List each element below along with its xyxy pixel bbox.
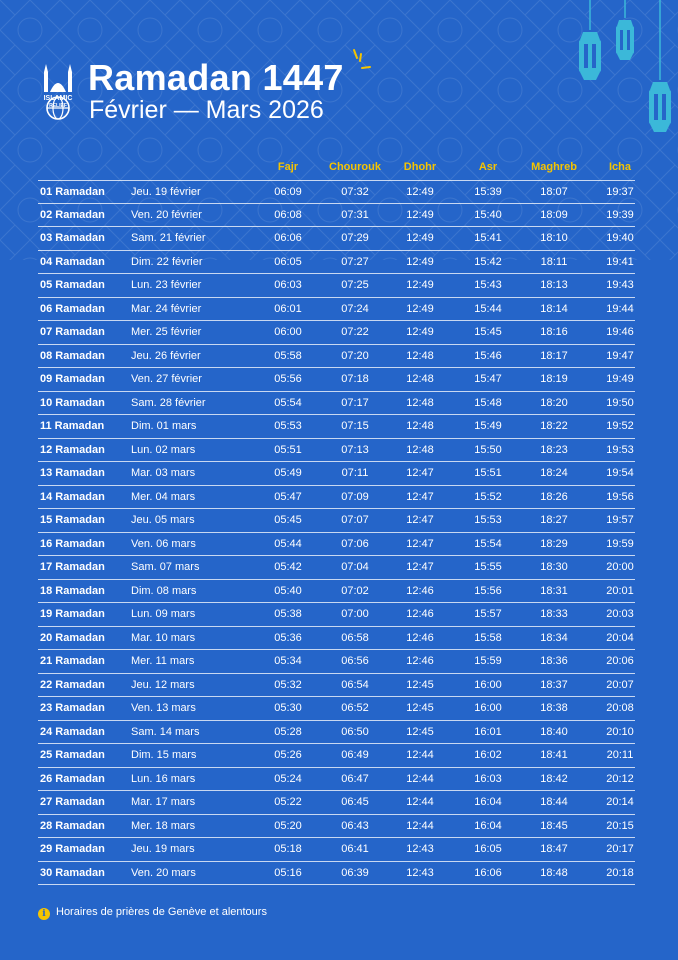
prayer-time: 18:44: [540, 796, 568, 808]
prayer-time: 12:44: [406, 819, 434, 832]
gregorian-date: Ven. 06 mars: [131, 537, 196, 550]
gregorian-date: Lun. 02 mars: [131, 443, 196, 456]
prayer-time: 07:09: [341, 490, 369, 503]
gregorian-date: Mer. 04 mars: [131, 490, 196, 503]
gregorian-date: Sam. 21 février: [131, 232, 206, 244]
gregorian-date: Mar. 17 mars: [131, 796, 196, 808]
prayer-time: 20:14: [606, 796, 634, 808]
table-row: [38, 509, 635, 533]
prayer-time: 18:14: [540, 302, 568, 315]
prayer-time: 18:37: [540, 678, 568, 691]
prayer-time: 15:46: [474, 349, 502, 362]
prayer-time: 06:45: [341, 796, 369, 808]
prayer-time: 15:41: [474, 232, 502, 244]
prayer-time: 12:49: [406, 302, 434, 315]
prayer-time: 06:49: [341, 749, 369, 761]
prayer-time: 12:44: [406, 772, 434, 785]
prayer-time: 12:49: [406, 232, 434, 244]
prayer-time: 15:42: [474, 255, 502, 268]
table-body: [38, 180, 635, 885]
prayer-time: 15:54: [474, 537, 502, 550]
page-subtitle: Février — Mars 2026: [89, 96, 324, 124]
prayer-time: 19:49: [606, 373, 634, 385]
lantern-icon: [616, 20, 634, 60]
logo-text-relief: RELIEF: [49, 103, 67, 109]
prayer-time: 19:39: [606, 208, 634, 221]
ramadan-day: 01 Ramadan: [40, 186, 105, 198]
prayer-time: 05:47: [274, 490, 302, 503]
lantern-icon: [649, 82, 671, 132]
prayer-time: 18:27: [540, 514, 568, 526]
table-row: [38, 462, 635, 486]
prayer-time: 18:42: [540, 772, 568, 785]
table-row: [38, 321, 635, 345]
ramadan-day: 21 Ramadan: [40, 655, 105, 667]
ramadan-day: 18 Ramadan: [40, 584, 105, 597]
prayer-time: 16:02: [474, 749, 502, 761]
prayer-time: 07:24: [341, 302, 369, 315]
prayer-time: 05:32: [274, 678, 302, 691]
prayer-time: 20:01: [606, 584, 634, 597]
prayer-time: 05:34: [274, 655, 302, 667]
prayer-time: 15:58: [474, 631, 502, 644]
footer-note: [38, 905, 267, 920]
ramadan-day: 23 Ramadan: [40, 702, 105, 714]
ramadan-day: 28 Ramadan: [40, 819, 105, 832]
ramadan-day: 04 Ramadan: [40, 255, 105, 268]
prayer-time: 18:30: [540, 561, 568, 573]
prayer-time: 06:56: [341, 655, 369, 667]
prayer-time: 19:56: [606, 490, 634, 503]
prayer-time: 07:22: [341, 326, 369, 338]
prayer-time: 12:46: [406, 655, 434, 667]
prayer-time: 06:50: [341, 725, 369, 738]
prayer-time: 07:31: [341, 208, 369, 221]
prayer-time: 15:40: [474, 208, 502, 221]
prayer-time: 05:28: [274, 725, 302, 738]
ramadan-day: 25 Ramadan: [40, 749, 105, 761]
gregorian-date: Lun. 23 février: [131, 279, 202, 291]
prayer-time: 18:22: [540, 420, 568, 432]
prayer-time: 20:08: [606, 702, 634, 714]
logo-text-islamic: ISLAMIC: [43, 95, 73, 102]
footer-text: Horaires de prières de Genève et alentours: [56, 906, 267, 918]
prayer-time: 06:47: [341, 772, 369, 785]
prayer-time: 18:41: [540, 749, 568, 761]
ramadan-day: 10 Ramadan: [40, 396, 105, 409]
prayer-time: 06:58: [341, 631, 369, 644]
prayer-time: 19:59: [606, 537, 634, 550]
prayer-time: 18:45: [540, 819, 568, 832]
ramadan-day: 03 Ramadan: [40, 232, 105, 244]
table-row: [38, 345, 635, 369]
table-row: [38, 439, 635, 463]
ramadan-day: 08 Ramadan: [40, 349, 105, 362]
prayer-time: 18:11: [540, 255, 568, 268]
prayer-time: 18:19: [540, 373, 568, 385]
prayer-time: 18:48: [540, 866, 568, 879]
table-row: [38, 415, 635, 439]
ramadan-day: 22 Ramadan: [40, 678, 105, 691]
table-row: [38, 227, 635, 251]
prayer-time: 12:43: [406, 866, 434, 879]
gregorian-date: Jeu. 12 mars: [131, 678, 195, 691]
table-row: [38, 674, 635, 698]
gregorian-date: Jeu. 26 février: [131, 349, 201, 362]
prayer-time: 18:47: [540, 843, 568, 855]
prayer-time: 12:49: [406, 326, 434, 338]
ramadan-day: 16 Ramadan: [40, 537, 105, 550]
prayer-time: 20:12: [606, 772, 634, 785]
prayer-time: 15:39: [474, 186, 502, 198]
prayer-time: 20:06: [606, 655, 634, 667]
prayer-time: 07:04: [341, 561, 369, 573]
table-row: [38, 862, 635, 886]
prayer-time: 06:09: [274, 186, 302, 198]
lantern-icon: [579, 32, 601, 80]
prayer-time: 05:44: [274, 537, 302, 550]
table-row: [38, 838, 635, 862]
prayer-time: 12:49: [406, 186, 434, 198]
prayer-time: 19:40: [606, 232, 634, 244]
prayer-time: 12:44: [406, 796, 434, 808]
gregorian-date: Mer. 11 mars: [131, 655, 195, 667]
prayer-time: 07:18: [341, 373, 369, 385]
ramadan-day: 30 Ramadan: [40, 866, 105, 879]
prayer-time: 18:26: [540, 490, 568, 503]
gregorian-date: Dim. 22 février: [131, 255, 203, 268]
column-header: Fajr: [277, 161, 299, 173]
lanterns-decoration: [570, 0, 678, 140]
prayer-time: 15:51: [474, 467, 502, 479]
prayer-time: 16:00: [474, 678, 502, 691]
prayer-time: 12:46: [406, 631, 434, 644]
prayer-time: 12:49: [406, 208, 434, 221]
table-row: [38, 251, 635, 275]
ramadan-day: 15 Ramadan: [40, 514, 105, 526]
prayer-time: 20:03: [606, 608, 634, 620]
gregorian-date: Sam. 14 mars: [131, 725, 200, 738]
prayer-time: 15:52: [474, 490, 502, 503]
prayer-time: 20:15: [606, 819, 634, 832]
prayer-time: 19:54: [606, 467, 634, 479]
prayer-time: 05:18: [274, 843, 302, 855]
prayer-time: 12:48: [406, 396, 434, 409]
prayer-time: 12:46: [406, 584, 434, 597]
prayer-time: 12:49: [406, 279, 434, 291]
ramadan-day: 11 Ramadan: [40, 420, 105, 432]
prayer-time: 12:44: [406, 749, 434, 761]
info-icon: i: [38, 908, 50, 920]
prayer-time: 05:26: [274, 749, 302, 761]
prayer-time: 18:16: [540, 326, 568, 338]
gregorian-date: Ven. 20 mars: [131, 866, 196, 879]
prayer-time: 12:48: [406, 443, 434, 456]
prayer-time: 15:59: [474, 655, 502, 667]
table-row: [38, 627, 635, 651]
prayer-time: 20:11: [606, 749, 634, 761]
prayer-time: 05:54: [274, 396, 302, 409]
gregorian-date: Mer. 18 mars: [131, 819, 196, 832]
prayer-time: 12:43: [406, 843, 434, 855]
prayer-time: 18:36: [540, 655, 568, 667]
gregorian-date: Lun. 09 mars: [131, 608, 196, 620]
prayer-time: 05:42: [274, 561, 302, 573]
prayer-time: 07:07: [341, 514, 369, 526]
prayer-time: 15:45: [474, 326, 502, 338]
prayer-time: 19:43: [606, 279, 634, 291]
prayer-time: 12:47: [406, 490, 434, 503]
prayer-time: 07:13: [341, 443, 369, 456]
ramadan-day: 19 Ramadan: [40, 608, 105, 620]
prayer-time: 05:51: [274, 443, 302, 456]
ramadan-day: 13 Ramadan: [40, 467, 105, 479]
prayer-time: 06:08: [274, 208, 302, 221]
prayer-time: 12:47: [406, 537, 434, 550]
table-row: [38, 180, 635, 204]
prayer-time: 18:34: [540, 631, 568, 644]
gregorian-date: Mer. 25 février: [131, 326, 202, 338]
gregorian-date: Mar. 03 mars: [131, 467, 196, 479]
prayer-time: 18:38: [540, 702, 568, 714]
ramadan-day: 27 Ramadan: [40, 796, 105, 808]
table-row: [38, 603, 635, 627]
gregorian-date: Lun. 16 mars: [131, 772, 196, 785]
prayer-time: 05:36: [274, 631, 302, 644]
table-row: [38, 697, 635, 721]
prayer-time: 15:43: [474, 279, 502, 291]
ramadan-day: 09 Ramadan: [40, 373, 105, 385]
table-row: [38, 274, 635, 298]
prayer-time: 18:24: [540, 467, 568, 479]
prayer-time: 05:58: [274, 349, 302, 362]
gregorian-date: Dim. 15 mars: [131, 749, 197, 761]
prayer-time: 18:09: [540, 208, 568, 221]
prayer-time: 15:50: [474, 443, 502, 456]
prayer-time: 05:38: [274, 608, 302, 620]
prayer-time: 06:05: [274, 255, 302, 268]
table-row: [38, 650, 635, 674]
prayer-time: 05:24: [274, 772, 302, 785]
prayer-time: 12:46: [406, 608, 434, 620]
prayer-time: 12:45: [406, 702, 434, 714]
table-row: [38, 204, 635, 228]
gregorian-date: Jeu. 05 mars: [131, 514, 195, 526]
prayer-time: 07:32: [341, 186, 369, 198]
prayer-times-table: [38, 158, 635, 885]
prayer-time: 18:29: [540, 537, 568, 550]
prayer-time: 15:55: [474, 561, 502, 573]
prayer-time: 18:33: [540, 608, 568, 620]
prayer-time: 06:54: [341, 678, 369, 691]
prayer-time: 05:16: [274, 866, 302, 879]
table-row: [38, 768, 635, 792]
prayer-time: 05:56: [274, 373, 302, 385]
gregorian-date: Mar. 24 février: [131, 302, 202, 315]
column-header: Dhohr: [403, 161, 437, 173]
gregorian-date: Ven. 20 février: [131, 208, 202, 221]
prayer-time: 06:39: [341, 866, 369, 879]
prayer-time: 19:47: [606, 349, 634, 362]
prayer-time: 16:00: [474, 702, 502, 714]
prayer-time: 19:46: [606, 326, 634, 338]
prayer-time: 12:47: [406, 467, 434, 479]
prayer-time: 12:48: [406, 420, 434, 432]
sparkle-icon: [348, 48, 374, 74]
table-row: [38, 392, 635, 416]
prayer-time: 19:41: [606, 255, 634, 268]
prayer-time: 15:57: [474, 608, 502, 620]
gregorian-date: Dim. 01 mars: [131, 420, 197, 432]
column-header: Asr: [478, 161, 498, 173]
table-row: [38, 486, 635, 510]
gregorian-date: Dim. 08 mars: [131, 584, 197, 597]
prayer-time: 18:20: [540, 396, 568, 409]
prayer-time: 12:45: [406, 725, 434, 738]
ramadan-day: 05 Ramadan: [40, 279, 105, 291]
prayer-time: 12:48: [406, 373, 434, 385]
gregorian-date: Jeu. 19 février: [131, 186, 201, 198]
prayer-time: 15:47: [474, 373, 502, 385]
prayer-time: 15:44: [474, 302, 502, 315]
prayer-time: 20:17: [606, 843, 634, 855]
table-row: [38, 368, 635, 392]
table-row: [38, 298, 635, 322]
table-row: [38, 791, 635, 815]
prayer-time: 12:47: [406, 514, 434, 526]
gregorian-date: Ven. 13 mars: [131, 702, 196, 714]
table-row: [38, 580, 635, 604]
gregorian-date: Sam. 07 mars: [131, 561, 200, 573]
prayer-time: 05:22: [274, 796, 302, 808]
gregorian-date: Jeu. 19 mars: [131, 843, 195, 855]
prayer-time: 18:13: [540, 279, 568, 291]
prayer-time: 15:53: [474, 514, 502, 526]
ramadan-day: 14 Ramadan: [40, 490, 105, 503]
table-row: [38, 815, 635, 839]
prayer-time: 15:56: [474, 584, 502, 597]
ramadan-day: 12 Ramadan: [40, 443, 105, 456]
prayer-time: 20:07: [606, 678, 634, 691]
prayer-time: 05:45: [274, 514, 302, 526]
prayer-time: 06:03: [274, 279, 302, 291]
ramadan-day: 29 Ramadan: [40, 843, 105, 855]
ramadan-day: 17 Ramadan: [40, 561, 105, 573]
page-title: Ramadan 1447: [88, 57, 344, 98]
column-header: Icha: [608, 161, 631, 173]
prayer-time: 12:47: [406, 561, 434, 573]
prayer-time: 05:53: [274, 420, 302, 432]
ramadan-day: 24 Ramadan: [40, 725, 105, 738]
prayer-time: 05:49: [274, 467, 302, 479]
prayer-time: 06:00: [274, 326, 302, 338]
prayer-time: 06:06: [274, 232, 302, 244]
prayer-time: 16:04: [474, 796, 502, 808]
prayer-time: 07:15: [341, 420, 369, 432]
prayer-time: 20:00: [606, 561, 634, 573]
ramadan-day: 20 Ramadan: [40, 631, 105, 644]
prayer-time: 07:11: [341, 467, 369, 479]
table-row: [38, 744, 635, 768]
gregorian-date: Mar. 10 mars: [131, 631, 196, 644]
prayer-time: 18:40: [540, 725, 568, 738]
prayer-time: 06:43: [341, 819, 369, 832]
prayer-time: 18:07: [540, 186, 568, 198]
prayer-time: 20:04: [606, 631, 634, 644]
prayer-time: 12:45: [406, 678, 434, 691]
column-header: Chourouk: [329, 161, 381, 173]
gregorian-date: Ven. 27 février: [131, 373, 202, 385]
prayer-time: 07:17: [341, 396, 369, 409]
prayer-time: 06:52: [341, 702, 369, 714]
prayer-time: 19:57: [606, 514, 634, 526]
prayer-time: 18:31: [540, 584, 568, 597]
prayer-time: 16:03: [474, 772, 502, 785]
prayer-time: 06:41: [341, 843, 369, 855]
prayer-time: 07:06: [341, 537, 369, 550]
prayer-time: 12:48: [406, 349, 434, 362]
prayer-time: 19:44: [606, 302, 634, 315]
prayer-time: 20:10: [606, 725, 634, 738]
prayer-time: 07:27: [341, 255, 369, 268]
prayer-time: 20:18: [606, 866, 634, 879]
ramadan-day: 07 Ramadan: [40, 326, 105, 338]
prayer-time: 15:49: [474, 420, 502, 432]
prayer-time: 19:37: [606, 186, 634, 198]
prayer-time: 05:30: [274, 702, 302, 714]
table-row: [38, 556, 635, 580]
ramadan-day: 06 Ramadan: [40, 302, 105, 315]
prayer-time: 19:53: [606, 443, 634, 456]
gregorian-date: Sam. 28 février: [131, 396, 206, 409]
ramadan-day: 26 Ramadan: [40, 772, 105, 785]
column-header: Maghreb: [531, 161, 577, 173]
prayer-time: 05:20: [274, 819, 302, 832]
table-header: [38, 158, 635, 180]
prayer-time: 16:04: [474, 819, 502, 832]
prayer-time: 16:06: [474, 866, 502, 879]
prayer-time: 07:29: [341, 232, 369, 244]
prayer-time: 12:49: [406, 255, 434, 268]
prayer-time: 18:23: [540, 443, 568, 456]
prayer-time: 06:01: [274, 302, 302, 315]
prayer-time: 07:02: [341, 584, 369, 597]
ramadan-day: 02 Ramadan: [40, 208, 105, 221]
prayer-time: 07:00: [341, 608, 369, 620]
prayer-time: 05:40: [274, 584, 302, 597]
prayer-time: 15:48: [474, 396, 502, 409]
prayer-time: 16:05: [474, 843, 502, 855]
prayer-time: 18:10: [540, 232, 568, 244]
prayer-time: 16:01: [474, 725, 502, 738]
islamic-relief-logo: [38, 62, 78, 120]
prayer-time: 18:17: [540, 349, 568, 362]
prayer-time: 07:25: [341, 279, 369, 291]
table-row: [38, 533, 635, 557]
prayer-time: 19:50: [606, 396, 634, 409]
prayer-time: 19:52: [606, 420, 634, 432]
prayer-time: 07:20: [341, 349, 369, 362]
table-row: [38, 721, 635, 745]
